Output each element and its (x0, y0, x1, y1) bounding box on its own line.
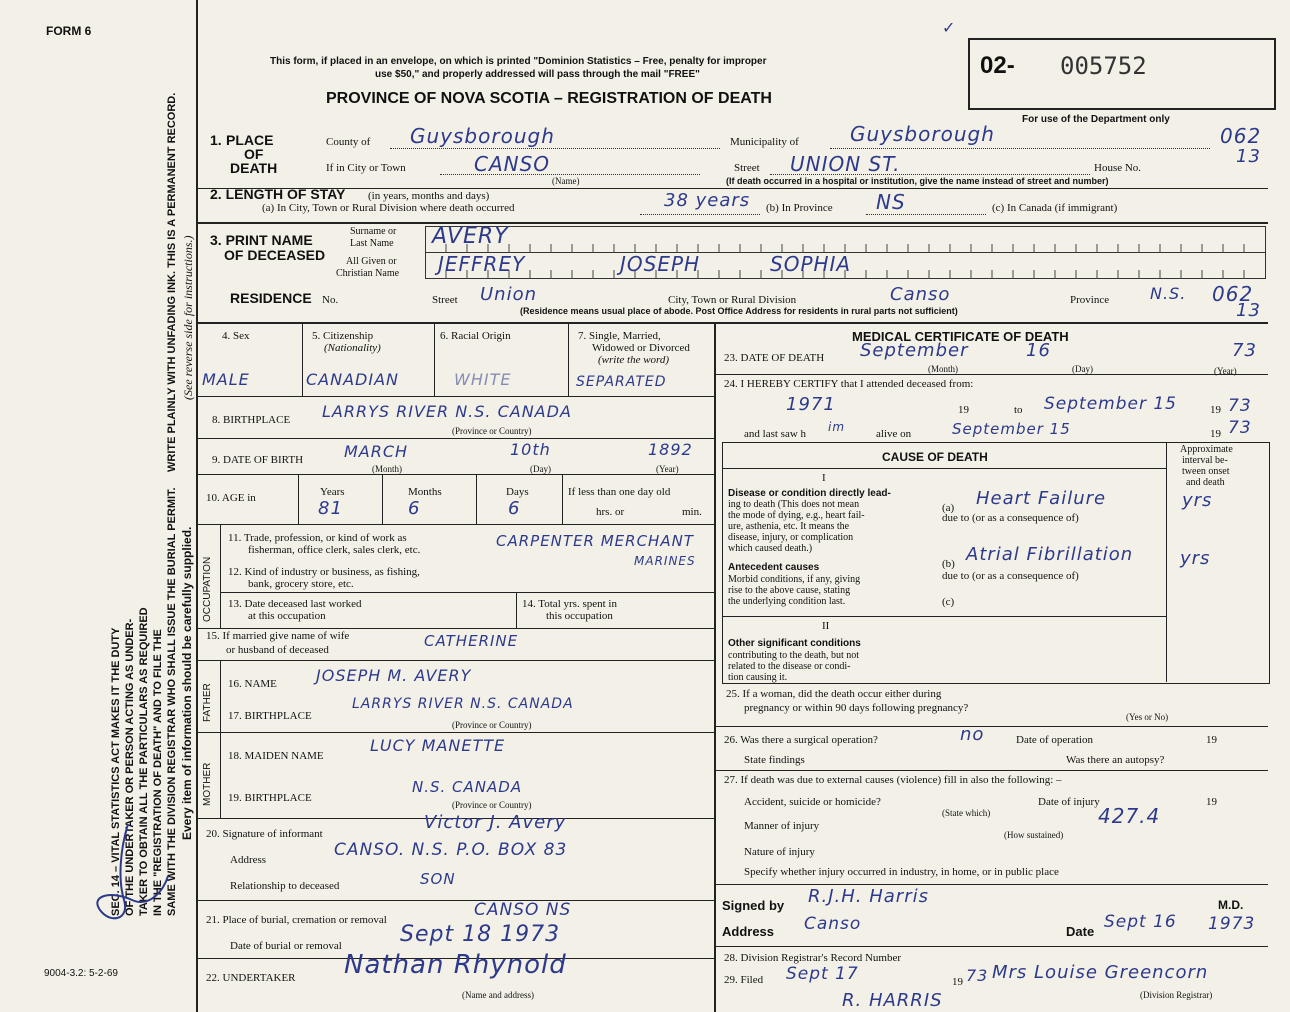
row-line (196, 524, 714, 525)
residence-province-value: N.S. (1150, 284, 1187, 303)
name-caption: (Name) (552, 176, 580, 186)
dob-month: MARCH (344, 442, 409, 461)
how-sustained-caption: (How sustained) (1004, 830, 1064, 840)
city-town-value: CANSO (474, 152, 551, 176)
dob-day: 10th (510, 440, 551, 459)
antecedent-label-2: rise to the above cause, stating (728, 585, 851, 596)
other-label-4: tion causing it. (728, 672, 788, 683)
given-label: All Given or (346, 256, 397, 267)
dept-code-2: 13 (1236, 146, 1261, 167)
given-name-1: JEFFREY (438, 252, 526, 276)
signature-address-value: Canso (804, 914, 862, 934)
married-label-1: 15. If married give name of wife (206, 630, 350, 642)
divider (196, 322, 1268, 324)
col-line (562, 474, 563, 524)
min-label: min. (682, 506, 702, 518)
division-registrar-caption: (Division Registrar) (1140, 990, 1213, 1000)
other-label-1: Other significant conditions (728, 638, 861, 649)
nineteen-label: 19 (958, 404, 969, 416)
signature-address-label: Address (722, 924, 775, 939)
stay-province-label: (b) In Province (766, 202, 833, 214)
street-value: UNION ST. (790, 152, 901, 176)
residence-province-label: Province (1070, 294, 1110, 306)
stay-city-value: 38 years (664, 190, 751, 211)
death-year: 73 (1232, 340, 1257, 361)
form-code: 9004-3.2: 5-2-69 (44, 968, 118, 979)
month-caption: (Month) (928, 364, 958, 374)
burial-place-label: 21. Place of burial, cremation or removal (206, 914, 387, 926)
signature-date-year: 1973 (1208, 914, 1256, 934)
disease-label-3: the mode of dying, e.g., heart fail- (728, 510, 865, 521)
marital-label-2: Widowed or Divorced (592, 342, 690, 354)
sex-label: 4. Sex (222, 330, 250, 342)
trade-value: CARPENTER MERCHANT (496, 532, 694, 550)
father-side-label: FATHER (202, 683, 213, 722)
nineteen-label: 19 (952, 976, 963, 988)
col-line (298, 474, 299, 524)
state-findings-label: State findings (744, 754, 805, 766)
year-caption: (Year) (656, 464, 679, 474)
surgical-value: no (960, 724, 985, 745)
hrs-label: hrs. or (596, 506, 625, 518)
municipality-value: Guysborough (850, 122, 995, 146)
surname-value: AVERY (432, 224, 509, 249)
antecedent-label-1: Morbid conditions, if any, giving (728, 574, 861, 585)
father-birthplace-label: 17. BIRTHPLACE (228, 710, 312, 722)
age-days: 6 (508, 498, 521, 519)
external-label: 27. If death was due to external causes (violence) fill in also the following: – (724, 774, 1062, 786)
col-line (220, 660, 221, 732)
relationship-value: SON (420, 870, 456, 888)
relationship-label: Relationship to deceased (230, 880, 340, 892)
signature-date-label: Date (1066, 924, 1095, 939)
month-caption: (Month) (372, 464, 402, 474)
antecedent-label-3: the underlying condition last. (728, 596, 846, 607)
other-label-3: related to the disease or condi- (728, 661, 851, 672)
undertaker-value: Nathan Rhynold (344, 950, 567, 980)
nineteen-label: 19 (1210, 404, 1221, 416)
stay-canada-label: (c) In Canada (if immigrant) (992, 202, 1118, 214)
christian-label: Christian Name (336, 268, 400, 279)
residence-note: (Residence means usual place of abode. Post Office Address for residents in rural parts not sufficient) (520, 306, 958, 316)
roman-one: I (822, 472, 826, 484)
burial-place-value: CANSO NS (474, 900, 572, 920)
last-worked-label-2: at this occupation (248, 610, 326, 622)
approx-label-3: tween onset (1182, 466, 1230, 477)
marital-label-3: (write the word) (598, 354, 670, 366)
day-caption: (Day) (1072, 364, 1093, 374)
days-label: Days (506, 486, 529, 498)
state-which-caption: (State which) (942, 808, 991, 818)
signed-by-label: Signed by (722, 898, 785, 913)
side-text-2: OF THE UNDERTAKER OR PERSON ACTING AS UNDER- (124, 618, 136, 916)
undertaker-label: 22. UNDERTAKER (206, 972, 296, 984)
cause-b-interval: yrs (1180, 548, 1211, 569)
disease-label-5: disease, injury, or complication (728, 532, 854, 543)
cause-b-value: Atrial Fibrillation (966, 544, 1134, 565)
row-line (714, 726, 1268, 727)
dotted-line (640, 214, 760, 215)
other-label-2: contributing to the death, but not (728, 650, 860, 661)
col-line (1166, 442, 1167, 682)
col-line (220, 524, 221, 628)
of-label: OF (244, 146, 264, 162)
death-month: September (860, 340, 969, 361)
bottom-signature: R. HARRIS (842, 990, 943, 1011)
year-caption: (Year) (1214, 366, 1237, 376)
autopsy-label: Was there an autopsy? (1066, 754, 1165, 766)
spouse-value: CATHERINE (424, 632, 519, 650)
municipality-label: Municipality of (730, 136, 799, 148)
informant-value: Victor J. Avery (424, 812, 567, 833)
side-text-5: SAME WITH THE DIVISION REGISTRAR WHO SHALL ISSUE THE BURIAL PERMIT. (166, 487, 178, 916)
marital-value: SEPARATED (576, 374, 667, 390)
trade-label-2: fisherman, office clerk, sales clerk, etc. (248, 544, 421, 556)
city-town-label: If in City or Town (326, 162, 406, 174)
industry-label-2: bank, grocery store, etc. (248, 578, 354, 590)
dept-code-1: 062 (1220, 124, 1262, 148)
col-line (434, 322, 435, 396)
divider (196, 222, 1268, 224)
division-record-label: 28. Division Registrar's Record Number (724, 952, 902, 964)
dotted-line (866, 214, 986, 215)
residence-no-label: No. (322, 294, 339, 306)
disease-label-2: ing to death (This does not mean (728, 499, 860, 510)
row-line (196, 660, 714, 661)
to-label: to (1014, 404, 1023, 416)
antecedent-heading: Antecedent causes (728, 562, 820, 573)
certify-label: 24. I HEREBY CERTIFY that I attended deceased from: (724, 378, 974, 390)
date-operation-label: Date of operation (1016, 734, 1093, 746)
last-alive-year: 73 (1228, 418, 1252, 438)
surname-label: Surname or (350, 226, 397, 237)
nineteen-label: 19 (1206, 734, 1217, 746)
last-name-label: Last Name (350, 238, 394, 249)
prov-country-caption: (Province or Country) (452, 720, 532, 730)
dob-year: 1892 (648, 440, 693, 459)
woman-label-2: pregnancy or within 90 days following pregnancy? (744, 702, 969, 714)
name-address-caption: (Name and address) (462, 990, 534, 1000)
cause-a-label: (a) (942, 502, 955, 514)
given-name-2: JOSEPH (620, 252, 701, 276)
disease-label-6: which caused death.) (728, 543, 813, 554)
dept-use-label: For use of the Department only (1022, 114, 1170, 125)
check-mark: ✓ (942, 18, 957, 37)
attended-to-year: 73 (1228, 396, 1252, 416)
row-line (714, 770, 1268, 771)
father-name-value: JOSEPH M. AVERY (316, 666, 472, 685)
woman-label-1: 25. If a woman, did the death occur either during (726, 688, 942, 700)
mother-birthplace-value: N.S. CANADA (412, 778, 523, 796)
death-label: DEATH (230, 160, 278, 176)
cause-b-label: (b) (942, 558, 955, 570)
row-line (196, 900, 714, 901)
row-line (714, 374, 1268, 375)
father-name-label: 16. NAME (228, 678, 277, 690)
residence-city-value: Canso (890, 284, 951, 305)
margin-scribble (80, 820, 180, 930)
last-alive-value: September 15 (952, 420, 1071, 438)
row-line (714, 946, 1268, 947)
given-name-3: SOPHIA (770, 252, 852, 276)
registration-number: 005752 (1060, 52, 1147, 80)
yes-no-caption: (Yes or No) (1126, 712, 1169, 722)
due-to-label: due to (or as a consequence of) (942, 512, 1079, 524)
filed-label: 29. Filed (724, 974, 764, 986)
mother-maiden-label: 18. MAIDEN NAME (228, 750, 324, 762)
row-line (196, 474, 714, 475)
length-units: (in years, months and days) (368, 190, 490, 202)
dotted-line (830, 148, 1210, 149)
row-line (722, 616, 1166, 617)
marital-label-1: 7. Single, Married, (578, 330, 661, 342)
total-yrs-label-2: this occupation (546, 610, 613, 622)
industry-label-1: 12. Kind of industry or business, as fishing, (228, 566, 420, 578)
birthplace-value: LARRYS RIVER N.S. CANADA (322, 402, 572, 421)
registration-prefix: 02- (980, 52, 1015, 79)
approx-label-2: interval be- (1182, 455, 1228, 466)
row-line (196, 438, 714, 439)
burial-date-label: Date of burial or removal (230, 940, 342, 952)
roman-two: II (822, 620, 830, 632)
informant-label: 20. Signature of informant (206, 828, 323, 840)
residence-code-2: 13 (1236, 300, 1261, 321)
side-text-4: IN THE "REGISTRATION OF DEATH" AND TO FILE THE (152, 629, 164, 916)
row-line (196, 628, 714, 629)
trade-label-1: 11. Trade, profession, or kind of work as (228, 532, 407, 544)
months-label: Months (408, 486, 442, 498)
filed-date: Sept 17 (786, 964, 859, 984)
mother-side-label: MOTHER (202, 762, 213, 806)
prov-country-caption: (Province or Country) (452, 426, 532, 436)
side-text-3: TAKER TO OBTAIN ALL THE PARTICULARS AS REQUIRED (138, 607, 150, 916)
accident-label: Accident, suicide or homicide? (744, 796, 881, 808)
col-line (382, 474, 383, 524)
md-label: M.D. (1218, 898, 1244, 912)
dotted-line (390, 148, 720, 149)
burial-date-value: Sept 18 1973 (400, 922, 561, 947)
informant-address-value: CANSO. N.S. P.O. BOX 83 (334, 840, 568, 860)
date-injury-label: Date of injury (1038, 796, 1100, 808)
signature-date-value: Sept 16 (1104, 912, 1177, 932)
stay-province-value: NS (876, 190, 906, 214)
left-frame-line (196, 0, 198, 1012)
print-name-label: 3. PRINT NAME (210, 232, 313, 248)
row-line (722, 468, 1166, 469)
cause-c-label: (c) (942, 596, 955, 608)
last-worked-label-1: 13. Date deceased last worked (228, 598, 362, 610)
death-day: 16 (1026, 340, 1051, 361)
informant-address-label: Address (230, 854, 267, 866)
side-text-6: WRITE PLAINLY WITH UNFADING INK. THIS IS A PERMANENT RECORD. (166, 92, 178, 472)
col-line (568, 322, 569, 396)
of-deceased-label: OF DECEASED (224, 247, 326, 263)
side-text-8: (See reverse side for instructions.) (181, 235, 195, 400)
row-line (220, 592, 714, 593)
prov-country-caption: (Province or Country) (452, 800, 532, 810)
citizenship-value: CANADIAN (306, 370, 399, 389)
side-text-7: Every item of information should be carefully supplied. (180, 526, 194, 840)
mailing-notice: This form, if placed in an envelope, on which is printed "Dominion Statistics – Free, penalty for improper (270, 56, 767, 67)
cause-a-interval: yrs (1182, 490, 1213, 511)
total-yrs-label-1: 14. Total yrs. spent in (522, 598, 617, 610)
age-label: 10. AGE in (206, 492, 256, 504)
mailing-notice-2: use $50," and properly addressed will pass through the mail "FREE" (375, 69, 700, 80)
nationality-label: (Nationality) (324, 342, 381, 354)
father-birthplace-value: LARRYS RIVER N.S. CANADA (352, 696, 574, 712)
occupation-side-label: OCCUPATION (202, 556, 213, 622)
date-of-death-label: 23. DATE OF DEATH (724, 352, 825, 364)
county-value: Guysborough (410, 124, 555, 148)
cause-a-value: Heart Failure (976, 488, 1107, 509)
disease-label-1: Disease or condition directly lead- (728, 488, 891, 499)
age-months: 6 (408, 498, 421, 519)
surgical-label: 26. Was there a surgical operation? (724, 734, 878, 746)
row-line (196, 188, 1268, 189)
hospital-note: (If death occurred in a hospital or institution, give the name instead of street and number) (726, 176, 1109, 186)
length-of-stay-label: 2. LENGTH OF STAY (210, 186, 346, 202)
col-line (476, 474, 477, 524)
racial-label: 6. Racial Origin (440, 330, 511, 342)
form-id: FORM 6 (46, 24, 92, 38)
division-registrar-signature: Mrs Louise Greencorn (992, 962, 1209, 983)
form-title: PROVINCE OF NOVA SCOTIA – REGISTRATION OF DEATH (326, 90, 772, 107)
specify-label: Specify whether injury occurred in industry, in home, or in public place (744, 866, 1059, 878)
less-than-day-label: If less than one day old (568, 486, 671, 498)
row-line (196, 396, 714, 397)
approx-label-4: and death (1186, 477, 1225, 488)
residence-street-value: Union (480, 284, 538, 305)
sex-value: MALE (202, 370, 250, 389)
place-label: PLACE (226, 132, 274, 148)
nineteen-label: 19 (1210, 428, 1221, 440)
last-saw-him: im (828, 420, 846, 434)
married-label-2: or husband of deceased (226, 644, 329, 656)
col-line (516, 592, 517, 628)
residence-label: RESIDENCE (230, 290, 312, 306)
row-line (196, 732, 714, 733)
manner-code: 427.4 (1098, 804, 1161, 828)
approx-label-1: Approximate (1180, 444, 1233, 455)
place-num: 1. (210, 132, 222, 148)
house-no-label: House No. (1094, 162, 1142, 174)
mother-maiden-value: LUCY MANETTE (370, 736, 506, 755)
manner-label: Manner of injury (744, 820, 820, 832)
day-caption: (Day) (530, 464, 551, 474)
signed-by-value: R.J.H. Harris (808, 886, 929, 907)
racial-value: WHITE (454, 370, 512, 389)
residence-code-1: 062 (1212, 282, 1254, 306)
nature-label: Nature of injury (744, 846, 815, 858)
filed-year: 73 (966, 966, 989, 985)
residence-city-label: City, Town or Rural Division (668, 294, 797, 306)
medical-certificate-heading: MEDICAL CERTIFICATE OF DEATH (852, 329, 1069, 344)
trade-value-2: MARINES (634, 554, 696, 568)
street-label: Street (734, 162, 760, 174)
birthplace-label: 8. BIRTHPLACE (212, 414, 291, 426)
due-to-label: due to (or as a consequence of) (942, 570, 1079, 582)
county-label: County of (326, 136, 371, 148)
dob-label: 9. DATE OF BIRTH (212, 454, 304, 466)
citizenship-label: 5. Citizenship (312, 330, 374, 342)
col-line (220, 732, 221, 818)
col-line (302, 322, 303, 396)
side-text-1: SEC. 14 – VITAL STATISTICS ACT MAKES IT THE DUTY (110, 627, 122, 916)
attended-from: 1971 (786, 394, 836, 415)
residence-street-label: Street (432, 294, 458, 306)
age-years: 81 (318, 498, 343, 519)
alive-on-label: alive on (876, 428, 912, 440)
years-label: Years (320, 486, 345, 498)
row-line (714, 884, 1268, 885)
cause-of-death-heading: CAUSE OF DEATH (882, 450, 988, 464)
attended-to: September 15 (1044, 394, 1178, 414)
column-divider (714, 322, 716, 1012)
last-saw-label: and last saw h (744, 428, 807, 440)
stay-city-label: (a) In City, Town or Rural Division where death occurred (262, 202, 515, 214)
disease-label-4: ure, asthenia, etc. It means the (728, 521, 850, 532)
mother-birthplace-label: 19. BIRTHPLACE (228, 792, 312, 804)
nineteen-label: 19 (1206, 796, 1217, 808)
